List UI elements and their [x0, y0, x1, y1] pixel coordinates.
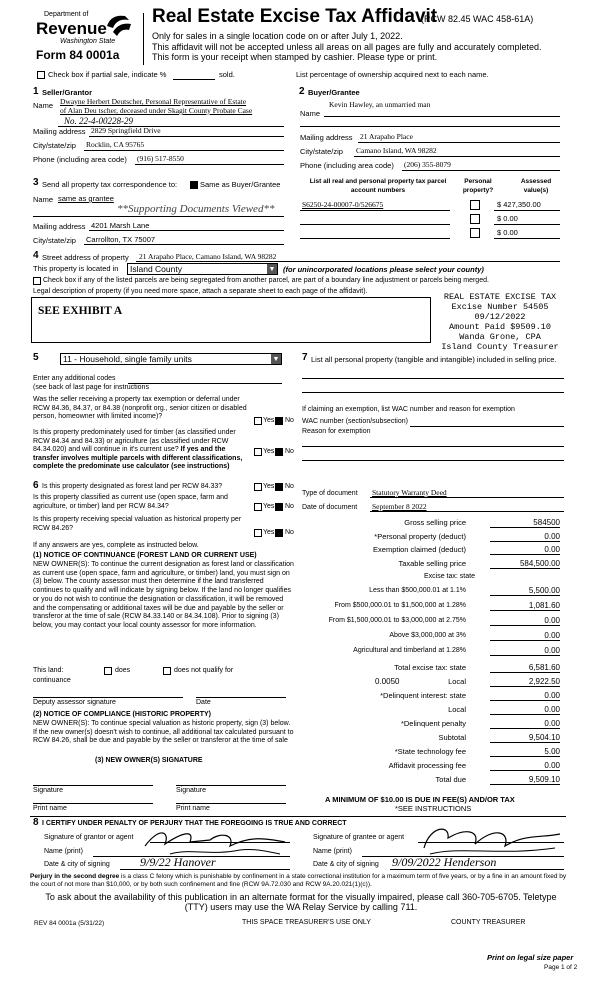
county-select[interactable]	[127, 263, 278, 275]
wac-number-label: WAC number (section/subsection)	[302, 418, 408, 425]
buyer-city-value: Camano Island, WA 98282	[356, 146, 437, 155]
buyer-mailing-value: 21 Arapaho Place	[360, 132, 413, 141]
amount-underline	[490, 686, 560, 687]
section-6-number: 6	[33, 480, 39, 491]
county-treasurer-label: COUNTY TREASURER	[451, 919, 526, 926]
personal-property-checkbox-3[interactable]	[470, 228, 480, 238]
tier-label: Less than $500,000.01 at 1.1%	[369, 586, 466, 594]
seller-city-label: City/state/zip	[33, 141, 76, 150]
q6c-yes-checkbox[interactable]	[254, 529, 262, 537]
revenue-logo-text: Revenue	[36, 19, 107, 38]
q6a-no-checkbox[interactable]	[275, 483, 283, 491]
wa-dor-logo-icon	[103, 12, 133, 38]
tier-amount: 0.00	[544, 630, 560, 640]
notice-continuance-heading: (1) NOTICE OF CONTINUANCE (FOREST LAND OR CURRENT USE)	[33, 552, 257, 559]
probate-case-number: No. 22-4-00228-29	[64, 116, 133, 126]
amount-underline	[490, 756, 560, 757]
amount-underline	[490, 672, 560, 673]
buyer-phone-label: Phone (including area code)	[300, 161, 394, 170]
q2-no-label: No	[285, 448, 294, 455]
legal-description-label: Legal description of property (if you need more space, attach a separate sheet to each page of the affidavit).	[33, 288, 368, 295]
section-5-number: 5	[33, 352, 39, 363]
land-does-label: does	[115, 667, 131, 674]
seller-name-label: Name	[33, 101, 54, 110]
local-label: Local	[448, 676, 466, 686]
personal-property-list-label: List all personal property (tangible and intangible) included in selling price.	[311, 355, 557, 364]
grantee-signature-label: Signature of grantee or agent	[313, 834, 405, 841]
grantor-date-value: 9/9/22 Hanover	[140, 855, 216, 869]
correspondence-label: Send all property tax correspondence to:	[42, 180, 178, 189]
perjury-bold: Perjury in the second degree	[30, 873, 120, 880]
calc-amount: 0.00	[544, 531, 560, 541]
local-rate-value: 0.0050	[375, 676, 400, 686]
owner-signature-label-1: Signature	[33, 787, 63, 794]
calc-amount: 0.00	[544, 718, 560, 728]
personal-property-checkbox-1[interactable]	[470, 200, 480, 210]
timber-question	[33, 429, 251, 472]
amount-underline	[490, 527, 560, 528]
claim-exemption-label: If claiming an exemption, list WAC number and reason for exemption	[302, 406, 515, 413]
seller-mailing-value: 2829 Springfield Drive	[91, 126, 161, 135]
seller-city-value: Rocklin, CA 95765	[86, 140, 145, 149]
q6b-yes-checkbox[interactable]	[254, 503, 262, 511]
legal-description-value: SEE EXHIBIT A	[38, 305, 123, 317]
amount-underline	[490, 714, 560, 715]
q6a-yes-checkbox[interactable]	[254, 483, 262, 491]
this-land-label: This land:	[33, 667, 64, 674]
calc-label: Gross selling price	[404, 518, 466, 527]
additional-codes-label: Enter any additional codes	[33, 375, 116, 382]
supporting-documents-note: **Supporting Documents Viewed**	[117, 203, 275, 215]
corr-city-label: City/state/zip	[33, 236, 76, 245]
stamp-line-5: Wanda Grone, CPA	[459, 332, 541, 342]
form-number: Form 84 0001a	[36, 48, 120, 62]
grantee-date-label: Date & city of signing	[313, 861, 379, 868]
doc-date-value: September 8 2022	[372, 502, 427, 511]
deputy-date-label: Date	[196, 699, 211, 706]
tier-label: From $1,500,000.01 to $3,000,000 at 2.75%	[328, 616, 466, 624]
q6a-yes-label: Yes	[263, 483, 275, 490]
treasurer-use-label: THIS SPACE TREASURER'S USE ONLY	[242, 919, 371, 926]
amount-underline	[490, 554, 560, 555]
q6b-yes-label: Yes	[263, 503, 275, 510]
timber-question-text: Is this property predominately used for timber (as classified under RCW 84.34 and 84.33) or agriculture (as classified under RCW 84.34.020) and will continue in it's current use?	[33, 429, 236, 453]
street-address-value: 21 Arapaho Place, Camano Island, WA 98282	[139, 252, 277, 261]
notice-compliance-text: NEW OWNER(S): To continue special valuation as historic property, sign (3) below. If the new owner(s) doesn't wish to continue, all additional tax calculated pursuant to RCW 84.26, shall be due and payable by the seller or transferor at the time of sale	[33, 720, 294, 745]
county-select-value: Island County	[130, 264, 182, 274]
tier-amount: 5,500.00	[528, 585, 560, 595]
dept-label: Department of	[44, 11, 89, 18]
notice-compliance-heading: (2) NOTICE OF COMPLIANCE (HISTORIC PROPERTY)	[33, 711, 211, 718]
amount-underline	[490, 610, 560, 611]
doc-type-value: Statutory Warranty Deed	[372, 488, 447, 497]
calc-amount: 2,922.50	[528, 676, 560, 686]
rcw-reference: (RCW 82.45 WAC 458-61A)	[421, 14, 534, 24]
see-instructions-note: *SEE INSTRUCTIONS	[395, 804, 472, 813]
page-number: Page 1 of 2	[544, 964, 578, 971]
assessed-value-col-header: Assessed value(s)	[520, 178, 552, 194]
calc-label: *Delinquent interest: state	[380, 690, 466, 700]
owner-signature-label-2: Signature	[176, 787, 206, 794]
street-address-label: Street address of property	[42, 253, 129, 262]
assessed-value-1: $ 427,350.00	[497, 200, 541, 209]
corr-mailing-label: Mailing address	[33, 222, 86, 231]
amount-underline	[490, 541, 560, 542]
grantee-signature-scribble	[420, 822, 565, 860]
seller-name-line-1: Dwayne Herbert Deutscher, Personal Representative of Estate	[60, 97, 247, 106]
amount-underline	[490, 784, 560, 785]
buyer-phone-value: (206) 355-8079	[404, 160, 451, 169]
calc-label: *State technology fee	[394, 746, 466, 756]
amount-underline	[490, 640, 560, 641]
grantee-name-label: Name (print)	[313, 848, 352, 855]
buyer-mailing-label: Mailing address	[300, 133, 353, 142]
segregation-label: Check box if any of the listed parcels are being segregated from another parcel, are part of a boundary line adjustment or parcels being merged.	[43, 277, 489, 284]
continuance-label: continuance	[33, 677, 71, 684]
corr-mailing-value: 4201 Marsh Lane	[91, 221, 150, 230]
calc-amount: 584,500.00	[519, 558, 560, 568]
personal-property-checkbox-2[interactable]	[470, 214, 480, 224]
use-code-select[interactable]	[60, 353, 282, 365]
partial-sale-checkbox[interactable]	[37, 71, 45, 79]
buyer-heading: Buyer/Grantee	[308, 88, 360, 97]
accessibility-note: To ask about the availability of this publication in an alternate format for the visually impaired, please call 360-705-6705. Teletype (TTY) users may use the WA Relay Service by calling 711.	[45, 892, 557, 912]
q1-no-label: No	[285, 417, 294, 424]
calc-amount: 6,581.60	[528, 662, 560, 672]
tier-amount: 0.00	[544, 615, 560, 625]
tier-amount: 0.00	[544, 645, 560, 655]
ownership-note: List percentage of ownership acquired next to each name.	[296, 70, 489, 79]
q2-yes-label: Yes	[263, 448, 275, 455]
calc-label: Total due	[435, 774, 466, 784]
amount-underline	[490, 700, 560, 701]
same-as-buyer-checkbox[interactable]	[190, 181, 198, 189]
legal-size-note: Print on legal size paper	[487, 953, 574, 962]
parcel-col-header: List all real and personal property tax parcel account numbers	[309, 178, 447, 194]
segregation-checkbox[interactable]	[33, 277, 41, 285]
calc-label: *Personal property (deduct)	[374, 531, 466, 541]
if-yes-note: If any answers are yes, complete as instructed below.	[33, 542, 199, 549]
additional-codes-note: (see back of last page for instructions	[33, 384, 149, 391]
calc-amount: 0.00	[544, 704, 560, 714]
section-1-number: 1	[33, 86, 39, 97]
excise-state-label: Excise tax: state	[424, 573, 475, 580]
deputy-signature-label: Deputy assessor signature	[33, 699, 116, 706]
buyer-name-value: Kevin Hawley, an unmarried man	[329, 100, 431, 109]
land-does-checkbox[interactable]	[104, 667, 112, 675]
timber-question-bold: If yes and the transfer involves multiple parcels with different classifications, complete the predominate use calculator (see instructions)	[33, 446, 243, 470]
seller-heading: Seller/Grantor	[42, 88, 93, 97]
grantee-date-value: 9/09/2022 Henderson	[392, 855, 497, 869]
corr-city-value: Carrollton, TX 75007	[86, 235, 156, 244]
partial-sale-label: Check box if partial sale, indicate %	[48, 70, 167, 79]
use-code-value: 11 - Household, single family units	[63, 354, 192, 364]
calc-amount: 0.00	[544, 690, 560, 700]
q1-yes-label: Yes	[263, 417, 275, 424]
calc-label: Total excise tax: state	[394, 662, 466, 672]
stamp-line-4: Amount Paid $9509.10	[448, 322, 552, 332]
q2-yes-checkbox[interactable]	[254, 448, 262, 456]
current-use-question: Is this property classified as current use (open space, farm and agriculture, or timber) land per RCW 84.34?	[33, 494, 228, 510]
land-does-not-checkbox[interactable]	[163, 667, 171, 675]
seller-name-line-2: of Alan Deu tscher, deceased under Skagit County Probate Case	[60, 106, 253, 115]
section-4-number: 4	[33, 250, 39, 261]
q6b-no-label: No	[285, 503, 294, 510]
state-label: Washington State	[60, 38, 116, 45]
excise-tax-stamp	[430, 292, 570, 352]
q2-no-checkbox[interactable]	[275, 448, 283, 456]
header-line-3: This form is your receipt when stamped by cashier. Please type or print.	[152, 52, 438, 62]
amount-underline	[490, 742, 560, 743]
calc-label: Affidavit processing fee	[388, 760, 466, 770]
header-line-1: Only for sales in a single location code on or after July 1, 2022.	[152, 31, 403, 41]
calc-amount: 9,509.10	[528, 774, 560, 784]
calc-amount: 9,504.10	[528, 732, 560, 742]
calc-amount: 0.00	[544, 760, 560, 770]
calc-amount: 5.00	[544, 746, 560, 756]
calc-label: Local	[448, 704, 466, 714]
amount-underline	[490, 655, 560, 656]
owner-print-name-label-2: Print name	[176, 805, 210, 812]
assessed-value-2: $ 0.00	[497, 214, 518, 223]
amount-underline	[490, 625, 560, 626]
exemption-question: Was the seller receiving a property tax exemption or deferral under RCW 84.36, 84.37, or 84.38 (nonprofit org., senior citizen or disabled person, homeowner with limited income)?	[33, 396, 247, 420]
calc-label: *Delinquent penalty	[400, 718, 466, 728]
historic-question: Is this property receiving special valuation as historical property per RCW 84.26?	[33, 516, 242, 532]
reason-exemption-label: Reason for exemption	[302, 428, 371, 435]
amount-underline	[490, 595, 560, 596]
located-in-label: This property is located in	[33, 264, 119, 273]
new-owner-signature-heading: (3) NEW OWNER(S) SIGNATURE	[95, 757, 203, 764]
q1-no-checkbox[interactable]	[275, 417, 283, 425]
grantor-date-label: Date & city of signing	[44, 861, 110, 868]
header-line-2: This affidavit will not be accepted unless all areas on all pages are fully and accurately completed.	[152, 42, 542, 52]
amount-underline	[490, 770, 560, 771]
amount-underline	[490, 728, 560, 729]
chevron-down-icon: ▼	[268, 266, 276, 273]
assessed-value-3: $ 0.00	[497, 228, 518, 237]
q6c-yes-label: Yes	[263, 529, 275, 536]
doc-type-label: Type of document	[302, 490, 358, 497]
certify-statement: I CERTIFY UNDER PENALTY OF PERJURY THAT THE FOREGOING IS TRUE AND CORRECT	[42, 820, 347, 827]
grantor-signature-scribble	[140, 824, 290, 860]
seller-phone-value: (916) 517-8550	[137, 154, 184, 163]
buyer-name-label: Name	[300, 109, 321, 118]
corr-name-value: same as grantee	[58, 194, 114, 203]
q6b-no-checkbox[interactable]	[275, 503, 283, 511]
land-does-not-label: does not qualify for	[174, 667, 234, 674]
perjury-note	[30, 873, 570, 889]
q1-yes-checkbox[interactable]	[254, 417, 262, 425]
forest-land-question: Is this property designated as forest land per RCW 84.33?	[42, 483, 223, 490]
owner-print-name-label-1: Print name	[33, 805, 67, 812]
minimum-due-note: A MINIMUM OF $10.00 IS DUE IN FEE(S) AND/OR TAX	[325, 795, 515, 804]
amount-underline	[490, 568, 560, 569]
same-as-buyer-label: Same as Buyer/Grantee	[200, 180, 281, 189]
calc-amount: 584500	[533, 518, 560, 527]
tier-label: Above $3,000,000 at 3%	[389, 631, 466, 639]
seller-phone-label: Phone (including area code)	[33, 155, 127, 164]
revision-label: REV 84 0001a (5/31/22)	[34, 920, 105, 927]
q6c-no-label: No	[285, 529, 294, 536]
section-3-number: 3	[33, 177, 39, 188]
notice-continuance-text: NEW OWNER(S): To continue the current designation as forest land or classification as current use (open space, farm and agriculture, or timber) land, you must sign on (3) below. The county assessor must then determine if the land transferred continues to qualify and will indicate by signing below. If the land no longer qualifies or you do not wish to continue the designation or classification, it will be removed and the compensating or additional taxes will be due and payable by the seller or transferor at the time of sale (RCW 84.33.140 or 84.34.108). Prior to signing (3) below, you may contact your local county assessor for more information.	[33, 561, 294, 629]
q6a-no-label: No	[285, 483, 294, 490]
form-title: Real Estate Excise Tax Affidavit	[152, 6, 438, 27]
section-2-number: 2	[299, 86, 305, 97]
seller-mailing-label: Mailing address	[33, 127, 86, 136]
stamp-line-6: Island County Treasurer	[441, 342, 559, 352]
section-8-number: 8	[33, 817, 39, 828]
calc-label: Subtotal	[438, 732, 466, 742]
stamp-line-2: Excise Number 54505	[451, 302, 549, 312]
stamp-line-3: 09/12/2022	[474, 312, 526, 322]
buyer-city-label: City/state/zip	[300, 147, 343, 156]
tier-label: Agricultural and timberland at 1.28%	[353, 646, 466, 654]
partial-sold-label: sold.	[219, 70, 235, 79]
tier-label: From $500,000.01 to $1,500,000 at 1.28%	[334, 601, 466, 609]
calc-label: Taxable selling price	[398, 558, 466, 568]
parcel-number-1: S6250-24-00007-0/526675	[302, 200, 384, 209]
doc-date-label: Date of document	[302, 504, 358, 511]
grantor-name-label: Name (print)	[44, 848, 83, 855]
chevron-down-icon: ▼	[272, 356, 280, 363]
perjury-text: is a class C felony which is punishable by confinement in a state correctional institution for a maximum term of five years, or by a fine in an amount fixed by the court of not more than $10,000, or by both such confinement and fine (RCW 9A.72.030 and RCW 9A.20.021(1)(c)).	[30, 873, 567, 888]
grantor-signature-label: Signature of grantor or agent	[44, 834, 134, 841]
county-note: (for unincorporated locations please select your county)	[283, 265, 484, 274]
section-7-number: 7	[302, 352, 308, 363]
corr-name-label: Name	[33, 195, 54, 204]
q6c-no-checkbox[interactable]	[275, 529, 283, 537]
tier-amount: 1,081.60	[528, 600, 560, 610]
calc-amount: 0.00	[544, 545, 560, 554]
calc-label: Exemption claimed (deduct)	[373, 545, 466, 554]
personal-property-col-header: Personal property?	[462, 178, 494, 194]
stamp-line-1: REAL ESTATE EXCISE TAX	[443, 292, 557, 302]
